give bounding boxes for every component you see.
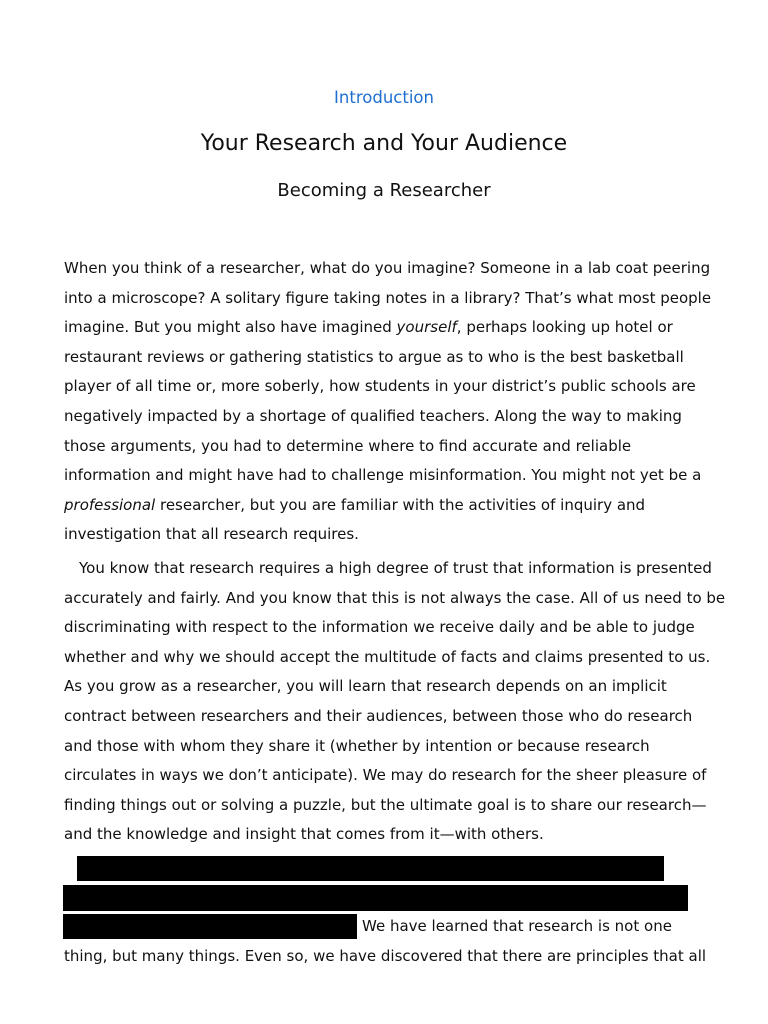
paragraph-line: and the knowledge and insight that comes from it—with others. bbox=[64, 825, 544, 844]
paragraph-line: restaurant reviews or gathering statistics to argue as to who is the best basketball bbox=[64, 347, 684, 366]
paragraph-line: into a microscope? A solitary figure taking notes in a library? That’s what most people bbox=[64, 288, 712, 307]
paragraph-line: negatively impacted by a shortage of qualified teachers. Along the way to making bbox=[64, 406, 682, 425]
paragraph-line: You know that research requires a high degree of trust that information is presented bbox=[79, 559, 712, 577]
redaction-bar bbox=[63, 914, 357, 939]
paragraph-line: As you grow as a researcher, you will learn that research depends on an implicit bbox=[64, 677, 667, 696]
chapter-title: Your Research and Your Audience bbox=[200, 131, 568, 156]
paragraph-line: those arguments, you had to determine where to find accurate and reliable bbox=[64, 436, 632, 455]
paragraph-text: imagine. But you might also have imagined bbox=[64, 318, 397, 337]
paragraph-line: circulates in ways we don’t anticipate). We may do research for the sheer pleasure of bbox=[64, 766, 707, 785]
paragraph-line: whether and why we should accept the multitude of facts and claims presented to us. bbox=[64, 647, 711, 666]
paragraph-line: information and might have had to challenge misinformation. You might not yet be a bbox=[64, 466, 702, 485]
paragraph-line: and those with whom they share it (whether by intention or because research bbox=[64, 736, 650, 755]
paragraph-line: player of all time or, more soberly, how students in your district’s public schools are bbox=[64, 377, 696, 396]
paragraph-line bbox=[64, 491, 708, 521]
redaction-bar bbox=[77, 856, 664, 881]
subtitle: Becoming a Researcher bbox=[277, 180, 491, 201]
body-paragraph-1 bbox=[64, 254, 712, 550]
paragraph-line: accurately and fairly. And you know that this is not always the case. All of us need to be bbox=[64, 588, 726, 607]
redaction-bar bbox=[63, 885, 688, 911]
paragraph-continuation: thing, but many things. Even so, we have discovered that there are principles that all bbox=[64, 947, 707, 965]
paragraph-text: , perhaps looking up hotel or bbox=[456, 318, 673, 337]
paragraph-line: contract between researchers and their audiences, between those who do research bbox=[64, 706, 693, 725]
paragraph-line: discriminating with respect to the information we receive daily and be able to judge bbox=[64, 618, 695, 637]
paragraph-line: finding things out or solving a puzzle, but the ultimate goal is to share our research— bbox=[64, 795, 707, 814]
paragraph-line bbox=[64, 313, 708, 343]
paragraph-text: researcher, but you are familiar with the activities of inquiry and bbox=[155, 495, 646, 514]
paragraph-line: When you think of a researcher, what do you imagine? Someone in a lab coat peering bbox=[64, 259, 711, 277]
paragraph-line: investigation that all research requires. bbox=[64, 525, 359, 544]
emphasis-text: professional bbox=[64, 495, 156, 514]
section-label: Introduction bbox=[334, 88, 434, 107]
emphasis-text: yourself bbox=[396, 318, 457, 337]
body-paragraph-2 bbox=[64, 554, 726, 850]
paragraph-continuation: We have learned that research is not one bbox=[362, 917, 672, 935]
